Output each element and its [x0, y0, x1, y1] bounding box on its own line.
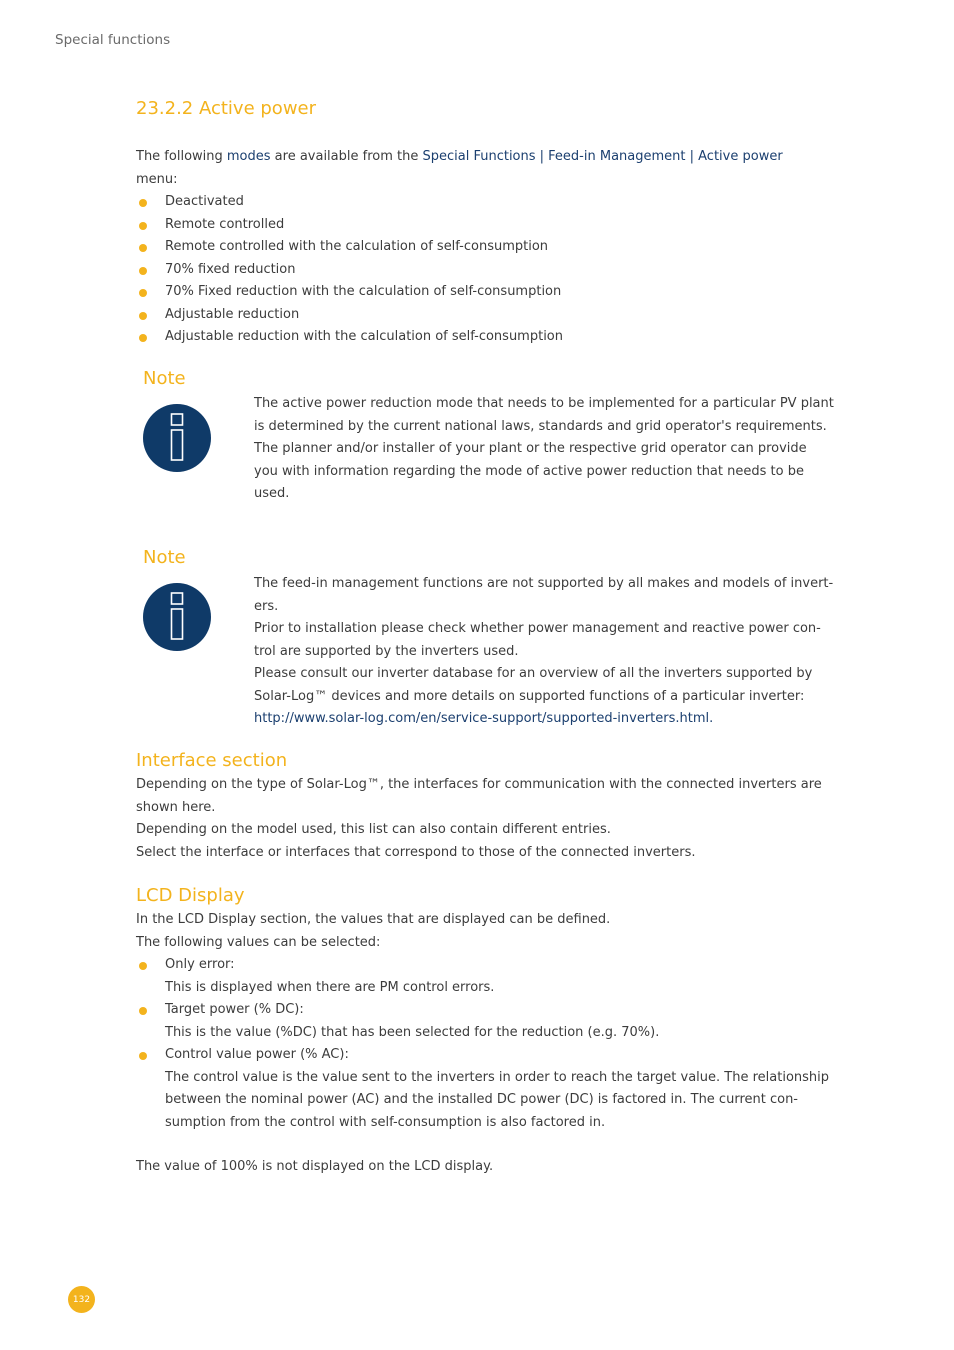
- intro-middle: are available from the: [270, 149, 423, 164]
- lcd-display-title: LCD Display: [136, 885, 245, 906]
- interface-section-text: Depending on the type of Solar-Log™, the interfaces for communication with the connected inverters are shown here. Depending on the model used, this list can also contain different entries. Select the interface or interfaces that correspond to those of the connected inverters.: [136, 777, 822, 860]
- lcd-display-intro: In the LCD Display section, the values that are displayed can be defined. The following values can be selected:: [136, 912, 611, 950]
- list-item: Control value power (% AC): The control value is the value sent to the inverters in order to reach the target value. The relationship between the nominal power (AC) and the installed DC power (DC) is factored in. The current con- sumption from the control with self-consumption is also factored in.: [136, 1044, 866, 1134]
- page-number-badge: 132: [68, 1286, 95, 1313]
- lcd-values-list: [136, 954, 866, 1134]
- intro-prefix: The following: [136, 149, 227, 164]
- lcd-footer-note: The value of 100% is not displayed on the LCD display.: [136, 1159, 494, 1174]
- note-2-title: Note: [143, 547, 186, 568]
- intro-paragraph: [136, 146, 866, 191]
- supported-inverters-link[interactable]: http://www.solar-log.com/en/service-support/supported-inverters.html.: [254, 711, 714, 726]
- list-item: Only error: This is displayed when there are PM control errors.: [136, 954, 866, 999]
- list-item: Target power (% DC): This is the value (%DC) that has been selected for the reduction (e.g. 70%).: [136, 999, 866, 1044]
- section-title: 23.2.2 Active power: [136, 98, 317, 119]
- interface-section-title: Interface section: [136, 750, 288, 771]
- modes-link[interactable]: modes: [226, 149, 271, 164]
- list-item: 70% fixed reduction: [136, 259, 866, 282]
- intro-suffix: menu:: [136, 171, 178, 187]
- info-icon: [142, 403, 212, 473]
- bullet-icon: [139, 334, 147, 342]
- bullet-icon: [139, 289, 147, 297]
- bullet-icon: [139, 199, 147, 207]
- running-head: Special functions: [55, 32, 171, 48]
- list-item: Adjustable reduction: [136, 304, 866, 327]
- note-1-title: Note: [143, 368, 186, 389]
- list-item: Deactivated: [136, 191, 866, 214]
- note-1-text: The active power reduction mode that needs to be implemented for a particular PV plant is determined by the current national laws, standards and grid operator's requirements. The planner and/or installer of your plant or the respective grid operator can provide you with information regarding the mode of active power reduction that needs to be used.: [254, 396, 834, 501]
- list-item: Adjustable reduction with the calculation of self-consumption: [136, 326, 866, 349]
- bullet-icon: [139, 1052, 147, 1060]
- list-item: Remote controlled with the calculation of self-consumption: [136, 236, 866, 259]
- note-2-text: The feed-in management functions are not supported by all makes and models of invert- ers. Prior to installation please check whether power management and reactive power con- trol are supported by the inverters used. Please consult our inverter database for an overview of all the inverters supported by Solar-Log™ devices and more details on supported functions of a particular inverter: http://www.solar-log.com/en/service-support/supported-inverters.html.: [254, 573, 869, 731]
- bullet-icon: [139, 244, 147, 252]
- modes-list: [136, 191, 866, 349]
- bullet-icon: [139, 222, 147, 230]
- info-icon: [142, 582, 212, 652]
- bullet-icon: [139, 1007, 147, 1015]
- bullet-icon: [139, 962, 147, 970]
- list-item: Remote controlled: [136, 214, 866, 237]
- list-item: 70% Fixed reduction with the calculation of self-consumption: [136, 281, 866, 304]
- bullet-icon: [139, 312, 147, 320]
- menu-path: Special Functions | Feed-in Management | Active power: [422, 149, 783, 164]
- bullet-icon: [139, 267, 147, 275]
